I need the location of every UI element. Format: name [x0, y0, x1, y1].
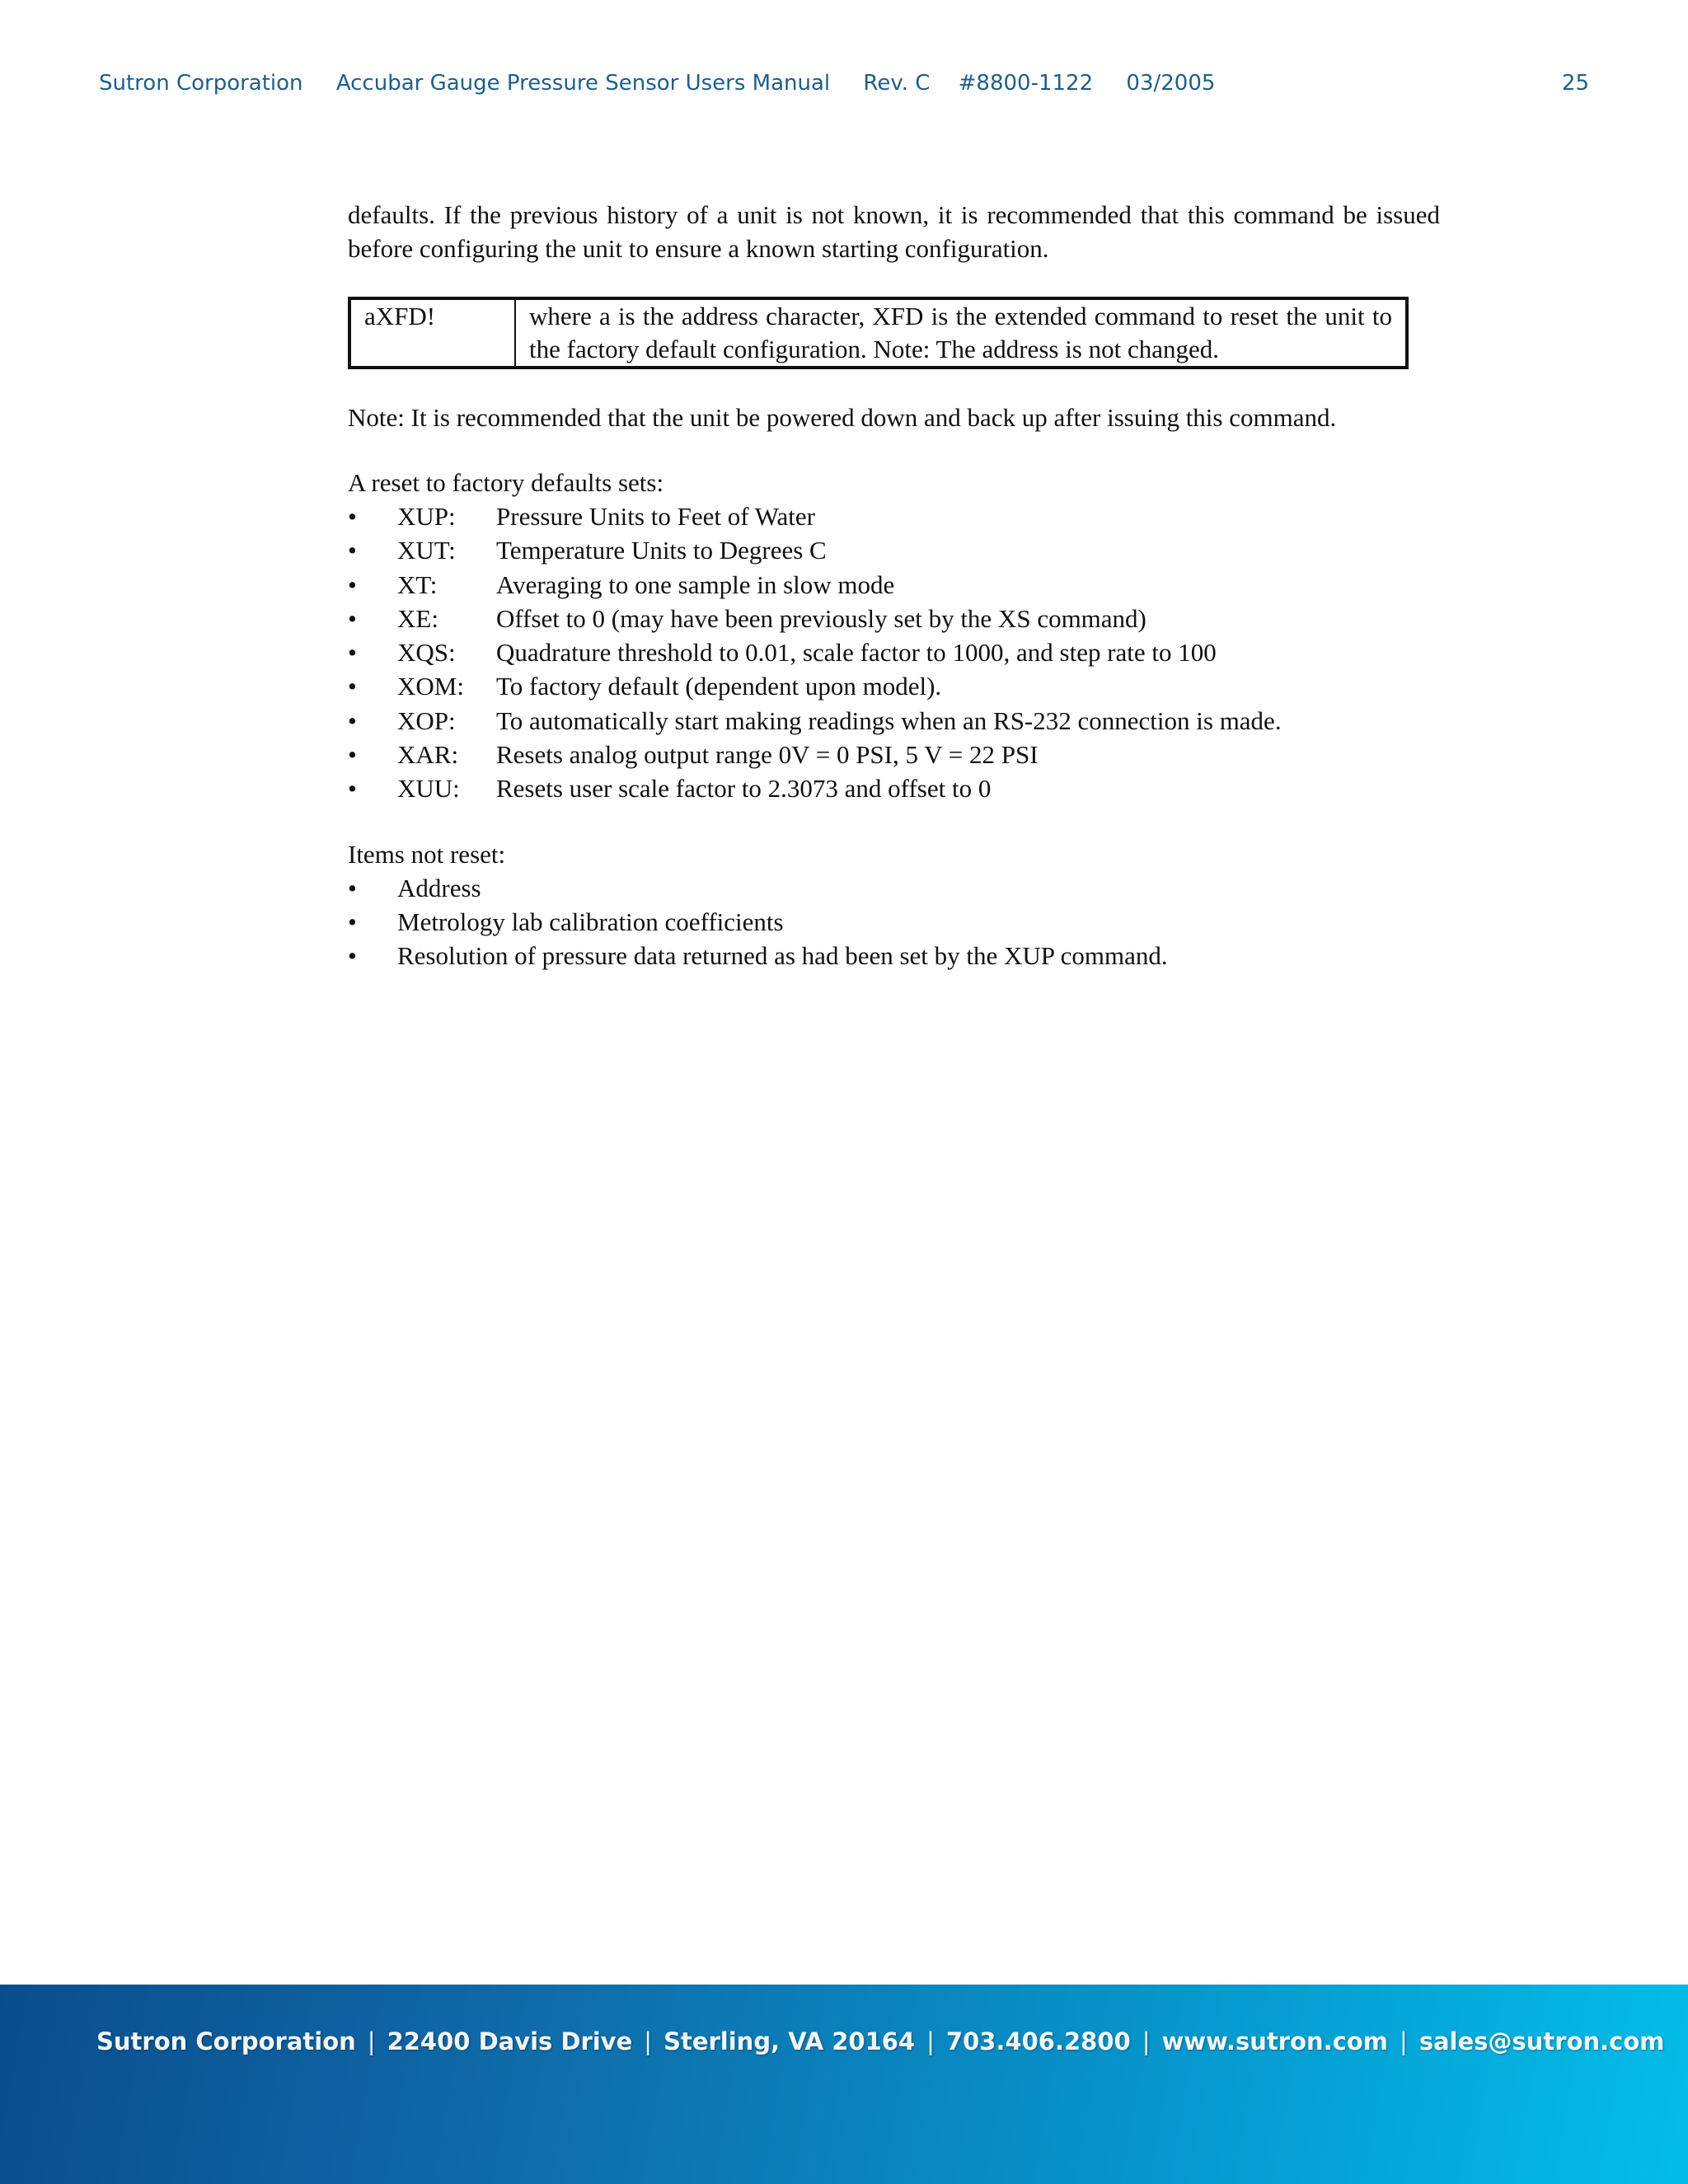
bullet-icon: • [348, 873, 357, 902]
page-number: 25 [1561, 71, 1589, 96]
reset-list-item [348, 568, 1440, 602]
reset-items-list [348, 499, 1440, 806]
footer-city: Sterling, VA 20164 [663, 2027, 916, 2055]
reset-list-item [348, 533, 1440, 567]
bullet-icon: • [348, 502, 357, 531]
page-footer [0, 1985, 1688, 2184]
page-body [348, 198, 1440, 973]
footer-address: 22400 Davis Drive [387, 2027, 633, 2055]
reset-item-text: To factory default (dependent upon model). [496, 672, 942, 701]
footer-website-link[interactable]: www.sutron.com [1161, 2027, 1389, 2055]
not-reset-item-text: Metrology lab calibration coefficients [397, 907, 784, 936]
footer-separator: | [1400, 2027, 1408, 2055]
reset-item-code: XUU: [397, 774, 460, 804]
not-reset-item-text: Resolution of pressure data returned as had been set by the XUP command. [397, 941, 1168, 971]
not-reset-item-text: Address [397, 873, 481, 902]
bullet-icon: • [348, 569, 357, 599]
reset-item-code: XOM: [397, 672, 464, 701]
intro-paragraph: defaults. If the previous history of a unit is not known, it is recommended that this command be issued before configuring the unit to ensure a known starting configuration. [348, 200, 1440, 263]
reset-list-item [348, 602, 1440, 635]
footer-separator: | [367, 2027, 376, 2055]
not-reset-list-item [348, 905, 1440, 939]
reset-list-item [348, 771, 1440, 805]
reset-item-code: XT: [397, 569, 438, 599]
reset-item-code: XUP: [397, 502, 456, 531]
header-manual-title: Accubar Gauge Pressure Sensor Users Manual [335, 71, 831, 96]
footer-separator: | [926, 2027, 935, 2055]
bullet-icon: • [348, 941, 357, 971]
not-reset-items-list [348, 871, 1440, 973]
footer-company: Sutron Corporation [96, 2027, 356, 2055]
reset-list-item [348, 635, 1440, 669]
header-doc-number: #8800-1122 [958, 71, 1094, 96]
reset-item-code: XQS: [397, 638, 456, 668]
header-company: Sutron Corporation [99, 71, 303, 96]
not-reset-list-item [348, 939, 1440, 972]
bullet-icon: • [348, 907, 357, 936]
command-row [349, 298, 1407, 368]
not-reset-section-title: Items not reset: [348, 839, 506, 869]
bullet-icon: • [348, 638, 357, 668]
footer-separator: | [1142, 2027, 1151, 2055]
reset-item-text: Resets analog output range 0V = 0 PSI, 5 V = 22 PSI [496, 740, 1039, 770]
page-header [99, 71, 1589, 107]
reset-section-title: A reset to factory defaults sets: [348, 468, 664, 497]
reset-item-text: Averaging to one sample in slow mode [496, 569, 895, 599]
reset-item-text: To automatically start making readings when an RS-232 connection is made. [496, 705, 1282, 735]
bullet-icon: • [348, 603, 357, 633]
reset-item-text: Resets user scale factor to 2.3073 and offset to 0 [496, 774, 992, 804]
header-revision: Rev. C [863, 71, 931, 96]
reset-item-code: XOP: [397, 705, 456, 735]
command-cell: aXFD! [349, 298, 515, 368]
footer-separator: | [644, 2027, 653, 2055]
reset-item-text: Quadrature threshold to 0.01, scale factor to 1000, and step rate to 100 [496, 638, 1217, 668]
bullet-icon: • [348, 774, 357, 804]
reset-list-item [348, 499, 1440, 533]
footer-contact-line [96, 2027, 1665, 2055]
reset-list-item [348, 669, 1440, 703]
reset-item-code: XAR: [397, 740, 459, 770]
reset-item-text: Offset to 0 (may have been previously set by the XS command) [496, 603, 1146, 633]
header-date: 03/2005 [1126, 71, 1216, 96]
command-description-cell: where a is the address character, XFD is the extended command to reset the unit to the factory default configuration. Note: The address is not changed. [529, 302, 1392, 363]
command-table [348, 297, 1409, 369]
not-reset-list-item [348, 871, 1440, 905]
footer-email-link[interactable]: sales@sutron.com [1418, 2027, 1665, 2055]
reset-item-text: Temperature Units to Degrees C [496, 536, 827, 565]
footer-phone: 703.406.2800 [945, 2027, 1131, 2055]
bullet-icon: • [348, 536, 357, 565]
reset-item-code: XE: [397, 603, 438, 633]
bullet-icon: • [348, 672, 357, 701]
reset-item-text: Pressure Units to Feet of Water [496, 502, 815, 531]
bullet-icon: • [348, 705, 357, 735]
reset-list-item [348, 738, 1440, 771]
reset-item-code: XUT: [397, 536, 456, 565]
header-info [99, 71, 1241, 96]
power-cycle-note: Note: It is recommended that the unit be powered down and back up after issuing this command. [348, 403, 1337, 432]
bullet-icon: • [348, 740, 357, 770]
reset-list-item [348, 704, 1440, 738]
